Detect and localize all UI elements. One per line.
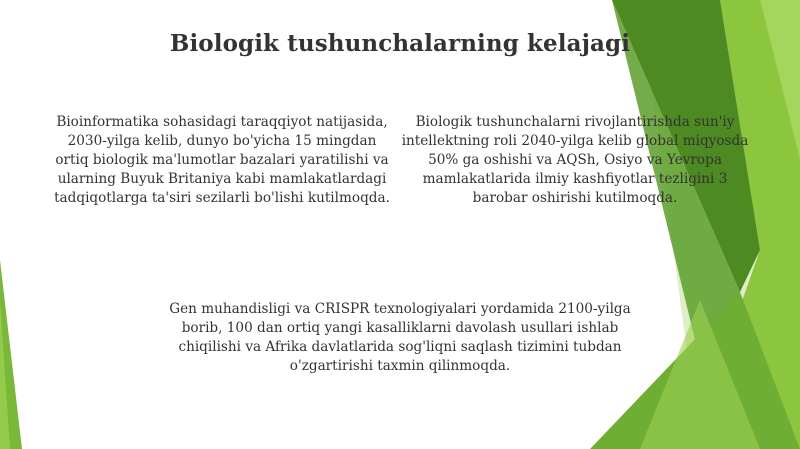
paragraph-ai-role: Biologik tushunchalarni rivojlantirishda sun'iy intellektning roli 2040-yilga kelib global miqyosda 50% ga oshishi va AQSh, Osiyo va Yevropa mamlakatlarida ilmiy kashfiyotlar tezligini 3 barobar oshirishi kutilmoqda. xyxy=(401,114,749,206)
paragraph-bioinformatics: Bioinformatika sohasidagi taraqqiyot natijasida, 2030-yilga kelib, dunyo bo'yicha 15 mingdan ortiq biologik ma'lumotlar bazalari yaratilishi va ularning Buyuk Britaniya kabi mamlakatlardagi tadqiqotlarga ta'siri sezilarli bo'lishi kutilmoqda. xyxy=(54,114,390,206)
slide-title: Biologik tushunchalarning kelajagi xyxy=(169,30,631,57)
paragraph-gene-engineering: Gen muhandisligi va CRISPR texnologiyalari yordamida 2100-yilga borib, 100 dan ortiq yangi kasalliklarni davolash usullari ishlab chiqilishi va Afrika davlatlarida sog'liqni saqlash tizimini tubdan o'zgartirishi taxmin qilinmoqda. xyxy=(169,301,631,374)
